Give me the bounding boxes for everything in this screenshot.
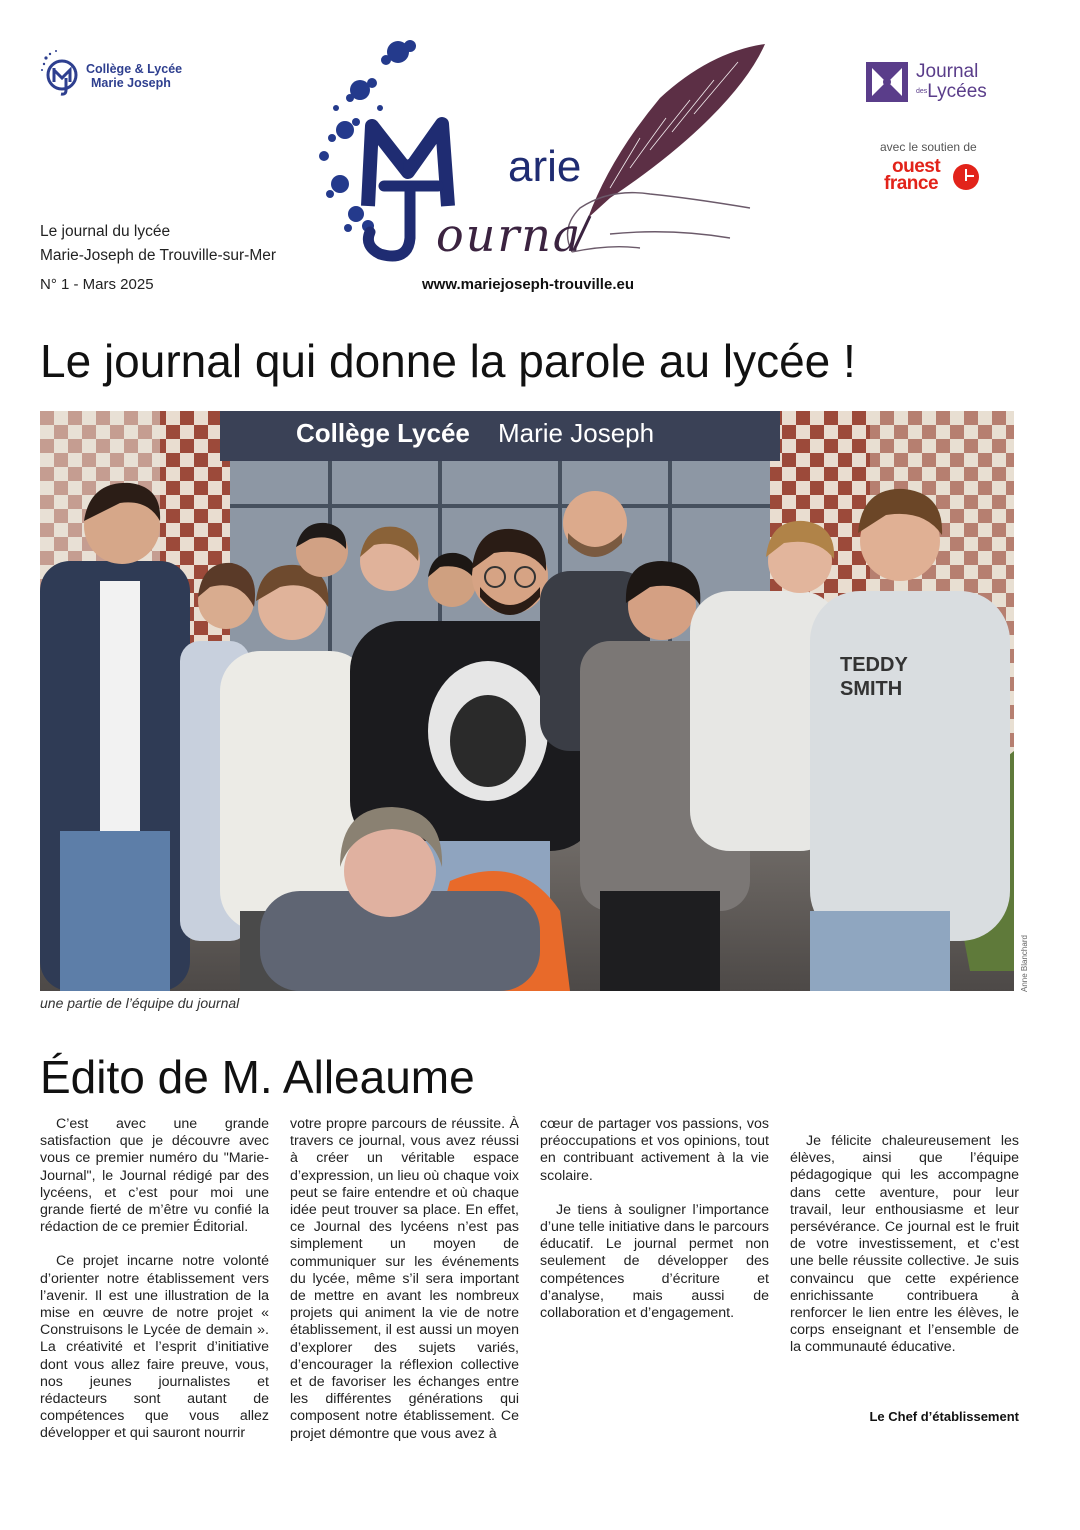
partner-word1: Journal [916,61,979,82]
team-photo [40,411,1014,991]
journal-des-lycees-logo [866,60,1016,112]
edito-signature: Le Chef d’établissement [869,1409,1019,1424]
edito-paragraph-3: Je tiens à souligner l’importance d’une telle initiative dans le parcours éducatif. Le journal permet non seulement de développer des compétences d’écriture et d’analyse, mais aussi de collaboration et d’engagement. [540,1201,769,1322]
partner-small: des [916,88,928,95]
sign-text-1: Collège Lycée [296,418,470,448]
edito-column-3 [540,1116,769,1339]
headline: Le journal qui donne la parole au lycée ! [40,335,856,387]
tagline-line1: Le journal du lycée [40,223,171,240]
photo-credit [1014,920,1034,992]
edito-paragraph-2: Ce projet incarne notre volonté d’orienter notre établissement vers l’avenir. Il est une illustration de la mise en œuvre de notre projet « Construisons le Lycée de demain ». La créativité et l’esprit d’initiative dont vous allez faire preuve, vous, nos jeunes journalistes et rédacteurs sont autant de compétences que vous allez développer et qui sauront nourrir [40,1253,269,1442]
hoodie-text-1: TEDDY [840,654,908,676]
website-link[interactable]: www.mariejoseph-trouville.eu [422,276,634,293]
school-name-line1: Collège & Lycée [86,62,183,76]
photo-caption: une partie de l’équipe du journal [40,995,240,1011]
edito-column-4 [790,1133,1019,1374]
school-logo [40,44,210,100]
edito-title: Édito de M. Alleaume [40,1051,475,1103]
edito-paragraph-4: Je félicite chaleureusement les élèves, ainsi que l’équipe pédagogique qui les accompagne dans cette aventure, pour leur travail, leur enthousiasme et leur persévérance. Ce journal est le fruit de votre investissement, et c’est une belle réussite collective. Je suis convaincu que cette expérience enrichissante contribuera à renforcer le lien entre les élèves, le corps enseignant et l’ensemble de la communauté éducative. [790,1133,1019,1356]
ouest-france-logo [884,158,994,198]
edito-paragraph-2-continued: votre propre parcours de réussite. À travers ce journal, vous avez réussi à créer un véritable espace d’expression, un lieu où chaque voix peut se faire entendre et où chaque idée peut trouver sa place. En effet, ce Journal des lycéens n’est pas simplement un moyen de communiquer sur les événements du lycée, même s’il sera important de mettre en avant les nombreux projets qui animent la vie de notre établissement, il est aussi un moyen d’explorer des sujets variés, d’encourager la réflexion collective et de favoriser les échanges entre les différentes générations qui composent notre établissement. Ce projet démontre que vous avez à [290,1116,519,1442]
sign-text-2: Marie Joseph [498,418,655,448]
sponsor-line1: ouest [892,156,941,177]
sponsor-line2: france [884,173,939,194]
team-photo-illustration [40,411,1014,991]
ouest-france-circle-icon [952,163,980,191]
tagline-line2: Marie-Joseph de Trouville-sur-Mer [40,247,277,264]
edito-paragraph-2-end: cœur de partager vos passions, vos préoccupations et vos opinions, tout en contribuant activement à la vie scolaire. [540,1116,769,1184]
journal-des-lycees-icon [866,60,910,104]
partner-word2: Lycées [927,81,987,103]
issue-number: N° 1 - Mars 2025 [40,276,154,293]
hoodie-text-2: SMITH [840,678,903,700]
edito-column-2 [290,1116,519,1460]
masthead-word-marie: arie [508,142,582,191]
edito-paragraph-1: C’est avec une grande satisfaction que je découvre avec vous ce premier numéro du "Marie-Journal", le Journal rédigé par des lycéens, et c’est pour moi une grande fierté de m’être vu confié la rédaction de ce premier Éditorial. [40,1116,269,1236]
edito-column-1 [40,1116,269,1460]
school-name-line2: Marie Joseph [91,76,171,90]
support-text: avec le soutien de [880,140,977,154]
tagline [40,220,276,268]
masthead-word-journal: ourna [436,208,583,262]
photo-credit-text: Anne Blanchard [1020,935,1029,992]
school-emblem-icon [40,48,84,98]
masthead-logo [310,38,780,268]
